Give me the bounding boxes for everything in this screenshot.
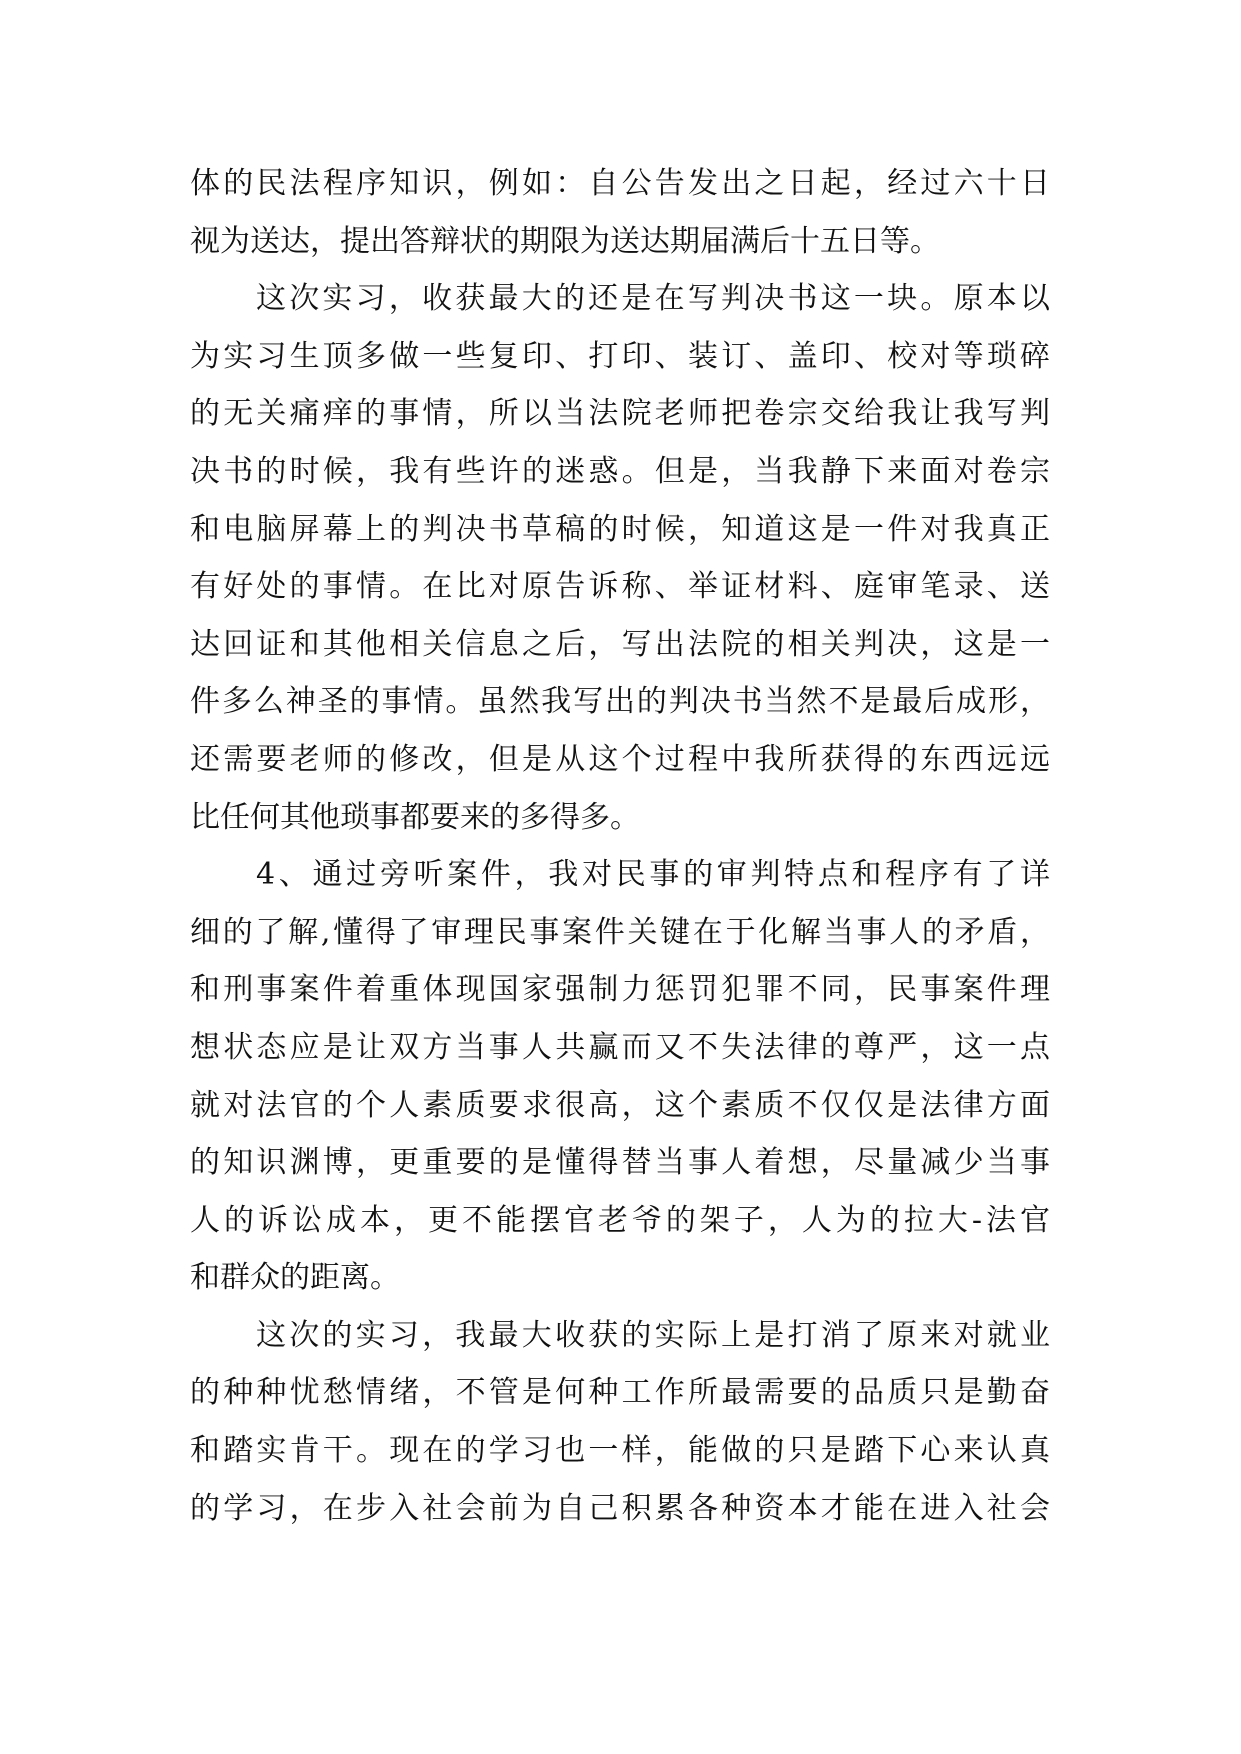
text-line: 决书的时候，我有些许的迷惑。但是，当我静下来面对卷宗	[190, 453, 1050, 489]
text-line: 和刑事案件着重体现国家强制力惩罚犯罪不同，民事案件理	[190, 972, 1050, 1008]
text-line: 件多么神圣的事情。虽然我写出的判决书当然不是最后成形，	[190, 684, 1050, 720]
text-line: 和踏实肯干。现在的学习也一样，能做的只是踏下心来认真	[190, 1433, 1050, 1469]
text-line: 和电脑屏幕上的判决书草稿的时候，知道这是一件对我真正	[190, 511, 1050, 547]
paragraph-start-line: 这次实习，收获最大的还是在写判决书这一块。原本以	[256, 281, 1050, 317]
text-line: 和群众的距离。	[190, 1260, 400, 1296]
text-line: 的知识渊博，更重要的是懂得替当事人着想，尽量减少当事	[190, 1145, 1050, 1181]
text-line: 就对法官的个人素质要求很高，这个素质不仅仅是法律方面	[190, 1087, 1050, 1123]
text-line: 想状态应是让双方当事人共赢而又不失法律的尊严，这一点	[190, 1029, 1050, 1065]
text-line: 体的民法程序知识，例如：自公告发出之日起，经过六十日	[190, 166, 1050, 201]
text-line: 人的诉讼成本，更不能摆官老爷的架子，人为的拉大-法官	[190, 1202, 1050, 1238]
paragraph-start-line: 4、通过旁听案件，我对民事的审判特点和程序有了详	[256, 857, 1050, 893]
text-line: 的无关痛痒的事情，所以当法院老师把卷宗交给我让我写判	[190, 396, 1050, 432]
text-line: 的种种忧愁情绪，不管是何种工作所最需要的品质只是勤奋	[190, 1375, 1050, 1411]
body-text	[190, 155, 1050, 1537]
text-line: 的学习，在步入社会前为自己积累各种资本才能在进入社会	[190, 1490, 1050, 1526]
text-line: 比任何其他琐事都要来的多得多。	[190, 799, 640, 835]
text-line: 视为送达，提出答辩状的期限为送达期届满后十五日等。	[190, 223, 940, 259]
text-line: 为实习生顶多做一些复印、打印、装订、盖印、校对等琐碎	[190, 338, 1050, 374]
text-line: 达回证和其他相关信息之后，写出法院的相关判决，这是一	[190, 626, 1050, 662]
text-line: 细的了解,懂得了审理民事案件关键在于化解当事人的矛盾，	[190, 914, 1050, 950]
text-line: 还需要老师的修改，但是从这个过程中我所获得的东西远远	[190, 741, 1050, 777]
paragraph-start-line: 这次的实习，我最大收获的实际上是打消了原来对就业	[256, 1317, 1050, 1353]
text-line: 有好处的事情。在比对原告诉称、举证材料、庭审笔录、送	[190, 569, 1050, 605]
